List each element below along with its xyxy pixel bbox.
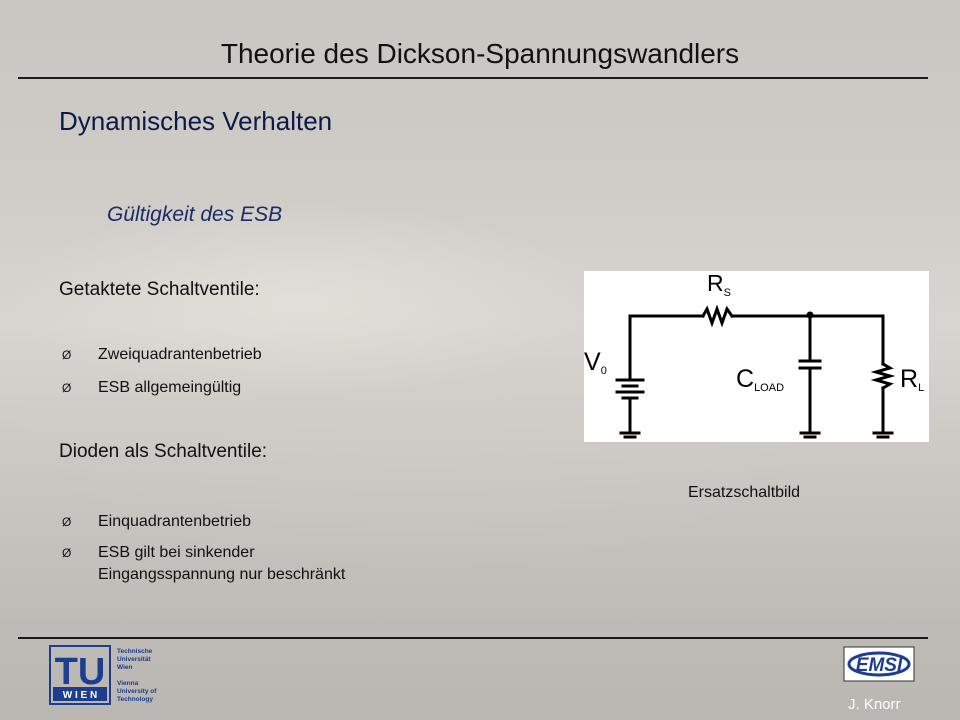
resistor-rs (703, 309, 732, 323)
bullet-arrow-icon: Ø (62, 515, 72, 529)
list-item-text: ESB gilt bei sinkender (98, 544, 255, 561)
bullet-arrow-icon: Ø (62, 381, 72, 395)
svg-text:W I E N: W I E N (62, 690, 98, 701)
list-item-text: Zweiquadrantenbetrieb (98, 346, 262, 363)
svg-text:TU: TU (54, 651, 106, 693)
svg-text:Universität: Universität (117, 656, 151, 663)
svg-text:Wien: Wien (117, 664, 133, 671)
list-item-text: Einquadrantenbetrieb (98, 513, 252, 530)
label-rl: RL (900, 365, 925, 394)
ground-left (621, 433, 639, 437)
label-cload: CLOAD (736, 365, 785, 394)
label-v0: V0 (584, 348, 607, 377)
svg-text:Technology: Technology (117, 696, 153, 703)
resistor-rl (876, 364, 890, 388)
section-subtitle: Gültigkeit des ESB (107, 203, 283, 226)
group-heading-diodes: Dioden als Schaltventile: (59, 441, 268, 462)
svg-text:Vienna: Vienna (117, 680, 139, 687)
list-item-text: ESB allgemeingültig (98, 379, 242, 396)
svg-text:EMSI: EMSI (855, 655, 903, 676)
junction-node (807, 312, 814, 319)
bullet-arrow-icon: Ø (62, 348, 72, 362)
header-divider (18, 77, 928, 79)
footer-divider (18, 637, 928, 639)
list-item-text: Eingangsspannung nur beschränkt (98, 566, 346, 583)
circuit-caption: Ersatzschaltbild (688, 484, 801, 501)
tu-wien-logo (49, 645, 179, 712)
svg-text:University of: University of (117, 688, 157, 695)
bullet-arrow-icon: Ø (62, 546, 72, 560)
ground-mid (801, 433, 819, 437)
ground-right (874, 433, 892, 437)
label-rs: $R_S$ (707, 271, 731, 299)
equivalent-circuit-diagram (584, 271, 929, 442)
group-heading-switched-valves: Getaktete Schaltventile: (59, 279, 260, 300)
author-name: J. Knorr (848, 696, 901, 713)
svg-text:Technische: Technische (117, 648, 153, 655)
emsi-logo (843, 646, 915, 687)
section-title: Dynamisches Verhalten (59, 106, 333, 136)
slide-title: Theorie des Dickson-Spannungswandlers (220, 38, 740, 69)
